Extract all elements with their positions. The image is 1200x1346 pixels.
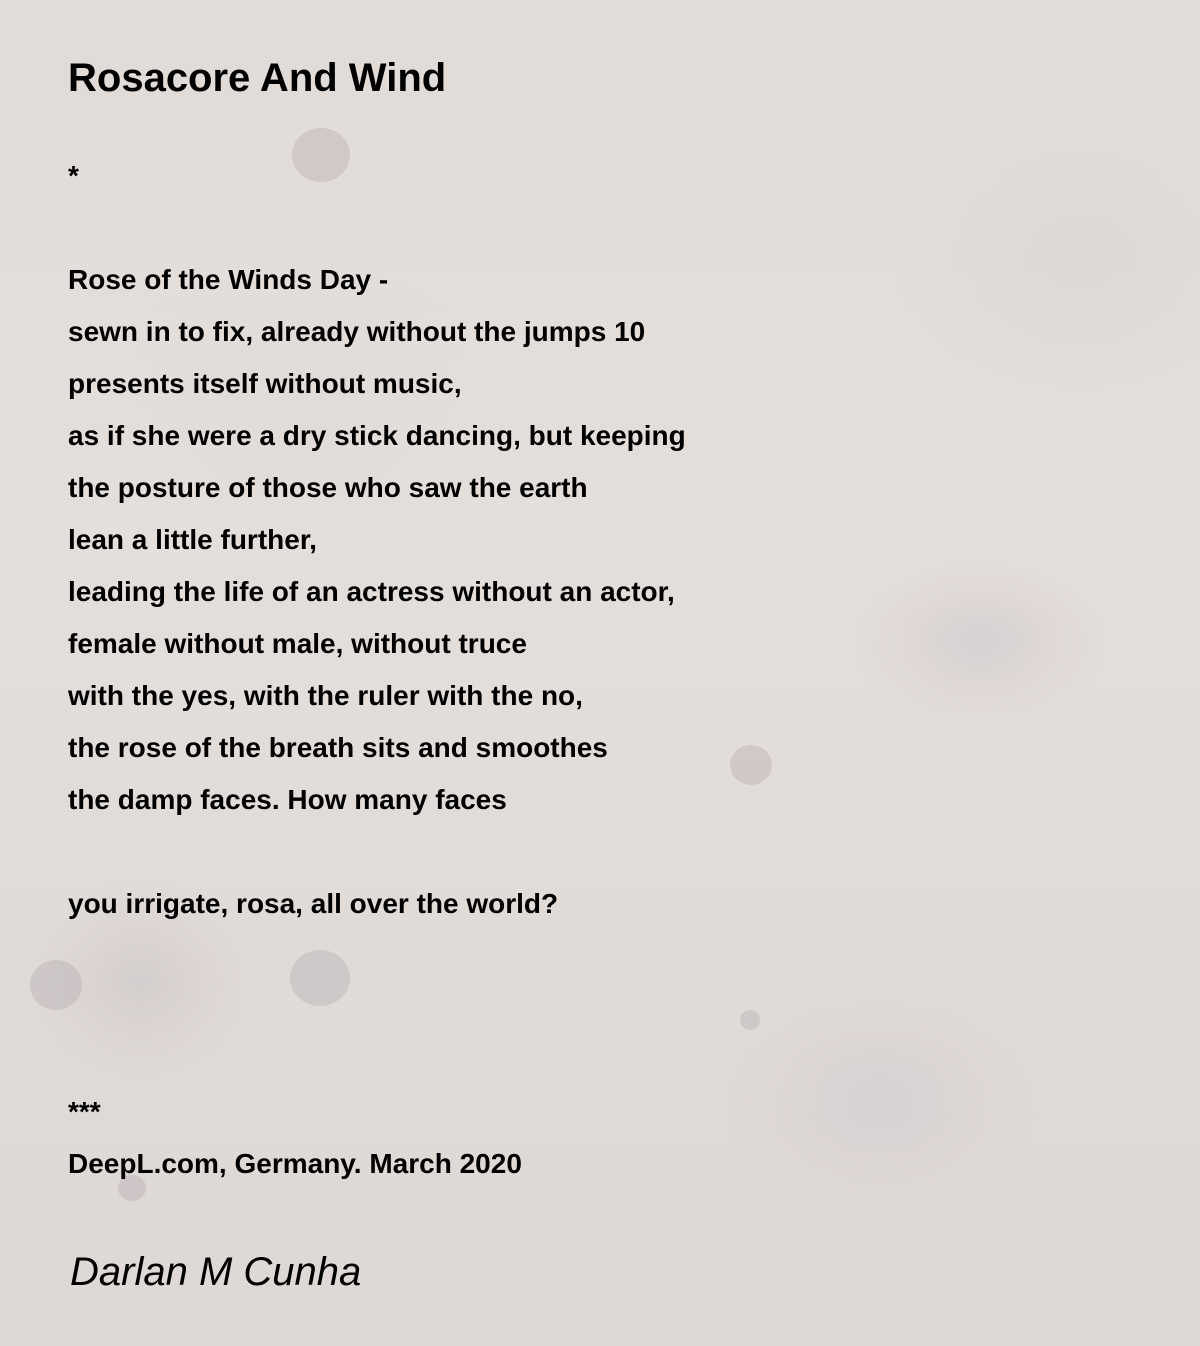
poem-line: the posture of those who saw the earth (68, 472, 588, 503)
poem-line (68, 202, 968, 254)
poem-line: DeepL.com, Germany. March 2020 (68, 1148, 522, 1179)
poem-line: female without male, without truce (68, 628, 527, 659)
poem-line: *** (68, 1096, 101, 1127)
poem-line: lean a little further, (68, 524, 317, 555)
poem-line (68, 826, 968, 878)
poem-line: with the yes, with the ruler with the no, (68, 680, 583, 711)
poem-line: * (68, 160, 79, 191)
poem-line (68, 930, 968, 982)
poem-line (68, 982, 968, 1034)
poem-line: the damp faces. How many faces (68, 784, 507, 815)
poem-line: the rose of the breath sits and smoothes (68, 732, 608, 763)
poem-line: leading the life of an actress without an actor, (68, 576, 675, 607)
poem-line (68, 1034, 968, 1086)
poem-body (68, 150, 968, 1190)
poem-author: Darlan M Cunha (70, 1250, 362, 1294)
poem-line: Rose of the Winds Day - (68, 264, 389, 295)
poem-line: sewn in to fix, already without the jumps 10 (68, 316, 646, 347)
poem-line: as if she were a dry stick dancing, but keeping (68, 420, 686, 451)
poem-title: Rosacore And Wind (68, 56, 447, 100)
poem-line: you irrigate, rosa, all over the world? (68, 888, 559, 919)
poem-line: presents itself without music, (68, 368, 462, 399)
